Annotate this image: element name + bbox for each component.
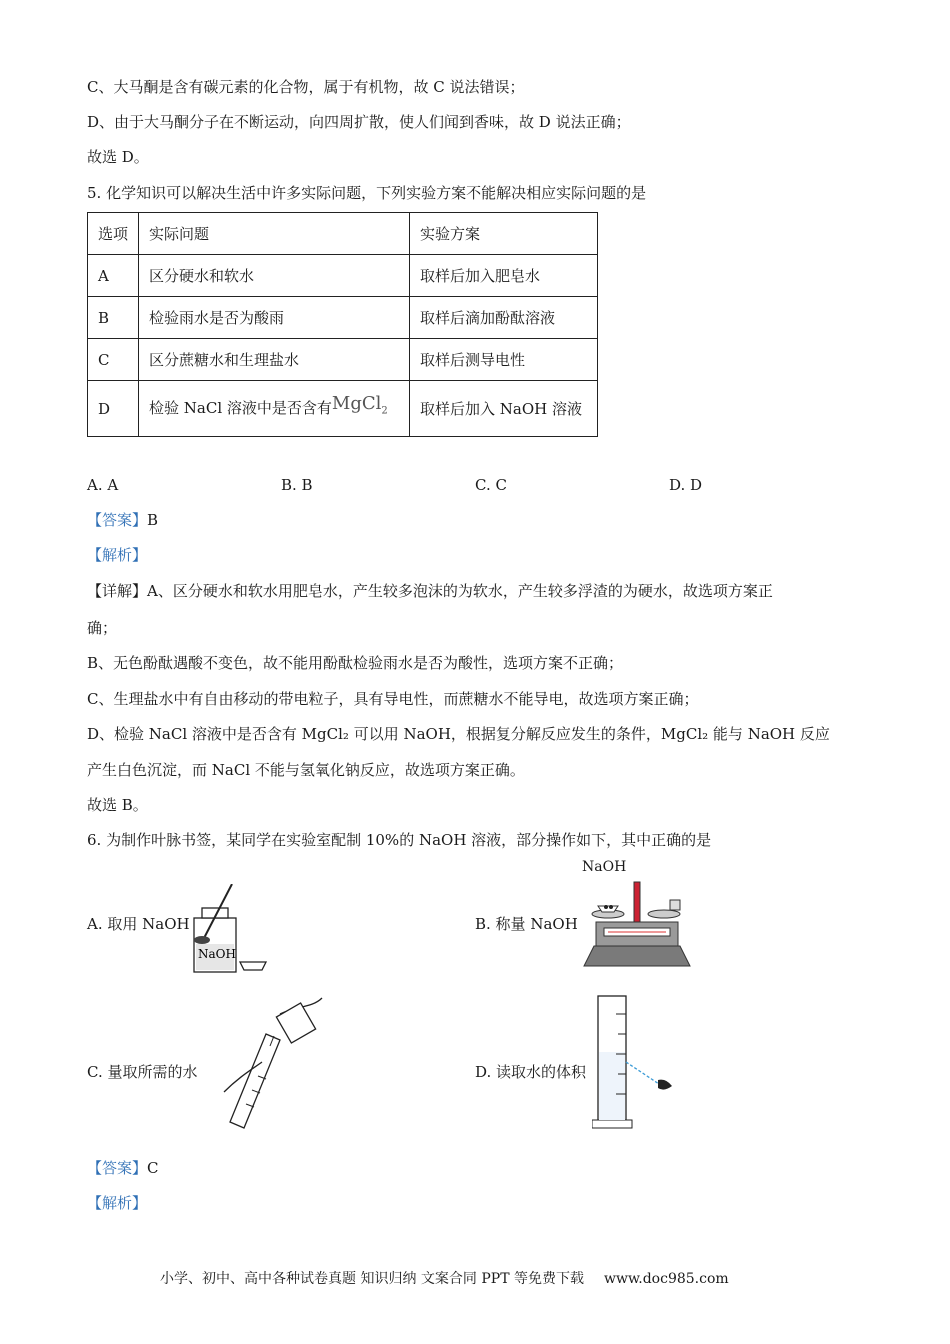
answer-value: B — [147, 511, 159, 529]
table-cell: 区分蔗糖水和生理盐水 — [139, 339, 410, 381]
question-5-table — [87, 212, 598, 437]
option-d-label: D. 读取水的体积 — [475, 1063, 587, 1081]
footer-text: 小学、初中、高中各种试卷真题 知识归纳 文案合同 PPT 等免费下载 — [160, 1271, 584, 1287]
detail-tag: 【详解】 — [87, 582, 148, 600]
graduated-cylinder — [230, 1034, 280, 1128]
table-cell: A — [88, 255, 139, 297]
text-line: D、由于大马酮分子在不断运动，向四周扩散，使人们闻到香味，故 D 说法正确； — [87, 113, 631, 131]
table-cell: C — [88, 339, 139, 381]
table-row — [88, 255, 598, 297]
table-cell: 取样后滴加酚酞溶液 — [410, 297, 598, 339]
detail-line: D、检验 NaCl 溶液中是否含有 MgCl₂ 可以用 NaOH，根据复分解反应发生的条件，MgCl₂ 能与 NaOH 反应 — [87, 725, 830, 743]
formula-mgcl2 — [331, 392, 388, 417]
detail-line: B、无色酚酞遇酸不变色，故不能用酚酞检验雨水是否为酸性，选项方案不正确； — [87, 654, 624, 672]
option-c-label: C. 量取所需的水 — [87, 1063, 198, 1081]
table-header-cell: 实际问题 — [139, 213, 410, 255]
reagent-bottle — [276, 1003, 315, 1043]
water-column — [599, 1052, 625, 1120]
eye-icon — [658, 1080, 672, 1090]
pouring-water-figure — [200, 996, 330, 1130]
weight — [670, 900, 680, 910]
table-row — [88, 339, 598, 381]
text-line: 故选 D。 — [87, 148, 149, 166]
bottle-spoon-figure — [188, 884, 270, 976]
balance-base — [584, 946, 690, 966]
choose-line: 故选 B。 — [87, 796, 148, 814]
reading-volume-figure — [592, 994, 682, 1130]
option-b: B. B — [281, 476, 313, 494]
formula-main: MgCl — [331, 392, 382, 414]
answer-line — [87, 1157, 159, 1179]
table-cell: 取样后加入肥皂水 — [410, 255, 598, 297]
option-a: A. A — [87, 476, 119, 494]
option-d: D. D — [669, 476, 703, 494]
analysis-tag: 【解析】 — [87, 1194, 148, 1212]
naoh-pellet — [604, 905, 608, 909]
table-cell: 区分硬水和软水 — [139, 255, 410, 297]
paper-on-pan — [598, 906, 618, 912]
table-cell-text: 检验 NaCl 溶液中是否含有 — [149, 398, 332, 417]
detail-text: A、区分硬水和软水用肥皂水，产生较多泡沫的为软水，产生较多浮渣的为硬水，故选项方案正 — [147, 582, 773, 600]
question-6-stem: 6. 为制作叶脉书签，某同学在实验室配制 10%的 NaOH 溶液，部分操作如下，其中正确的是 — [87, 831, 712, 849]
detail-line: 确； — [87, 619, 118, 637]
balance-label: NaOH — [582, 859, 627, 875]
table-header-cell: 选项 — [88, 213, 139, 255]
answer-value: C — [147, 1159, 159, 1177]
spoon-head — [194, 936, 210, 944]
table-cell — [139, 381, 410, 437]
footer-url[interactable]: www.doc985.com — [603, 1271, 729, 1287]
bottle-stopper — [240, 962, 266, 970]
analysis-tag: 【解析】 — [87, 546, 148, 564]
table-header-cell: 实验方案 — [410, 213, 598, 255]
table-row — [88, 381, 598, 437]
answer-tag: 【答案】 — [87, 511, 148, 529]
question-5-stem: 5. 化学知识可以解决生活中许多实际问题，下列实验方案不能解决相应实际问题的是 — [87, 184, 647, 202]
text-line: C、大马酮是含有碳元素的化合物，属于有机物，故 C 说法错误； — [87, 78, 525, 96]
option-b-label: B. 称量 NaOH — [475, 915, 578, 933]
option-a-label: A. 取用 NaOH — [87, 915, 190, 933]
detail-line — [87, 580, 773, 602]
balance-pointer — [634, 882, 640, 922]
detail-line: C、生理盐水中有自由移动的带电粒子，具有导电性，而蔗糖水不能导电，故选项方案正确； — [87, 690, 699, 708]
formula-subscript: 2 — [381, 405, 388, 417]
sight-line — [626, 1062, 662, 1086]
answer-tag: 【答案】 — [87, 1159, 148, 1177]
right-pan — [648, 910, 680, 918]
answer-line — [87, 509, 158, 531]
option-c: C. C — [475, 476, 507, 494]
table-cell: D — [88, 381, 139, 437]
bottle-label: NaOH — [198, 947, 236, 961]
table-header-row — [88, 213, 598, 255]
table-cell: 检验雨水是否为酸雨 — [139, 297, 410, 339]
naoh-pellet — [609, 905, 613, 909]
table-cell: 取样后测导电性 — [410, 339, 598, 381]
table-cell: 取样后加入 NaOH 溶液 — [410, 381, 598, 437]
balance-figure — [578, 876, 696, 972]
table-row — [88, 297, 598, 339]
page-footer — [160, 1268, 729, 1288]
table-cell: B — [88, 297, 139, 339]
detail-line: 产生白色沉淀，而 NaCl 不能与氢氧化钠反应，故选项方案正确。 — [87, 761, 525, 779]
cylinder-base — [592, 1120, 632, 1128]
